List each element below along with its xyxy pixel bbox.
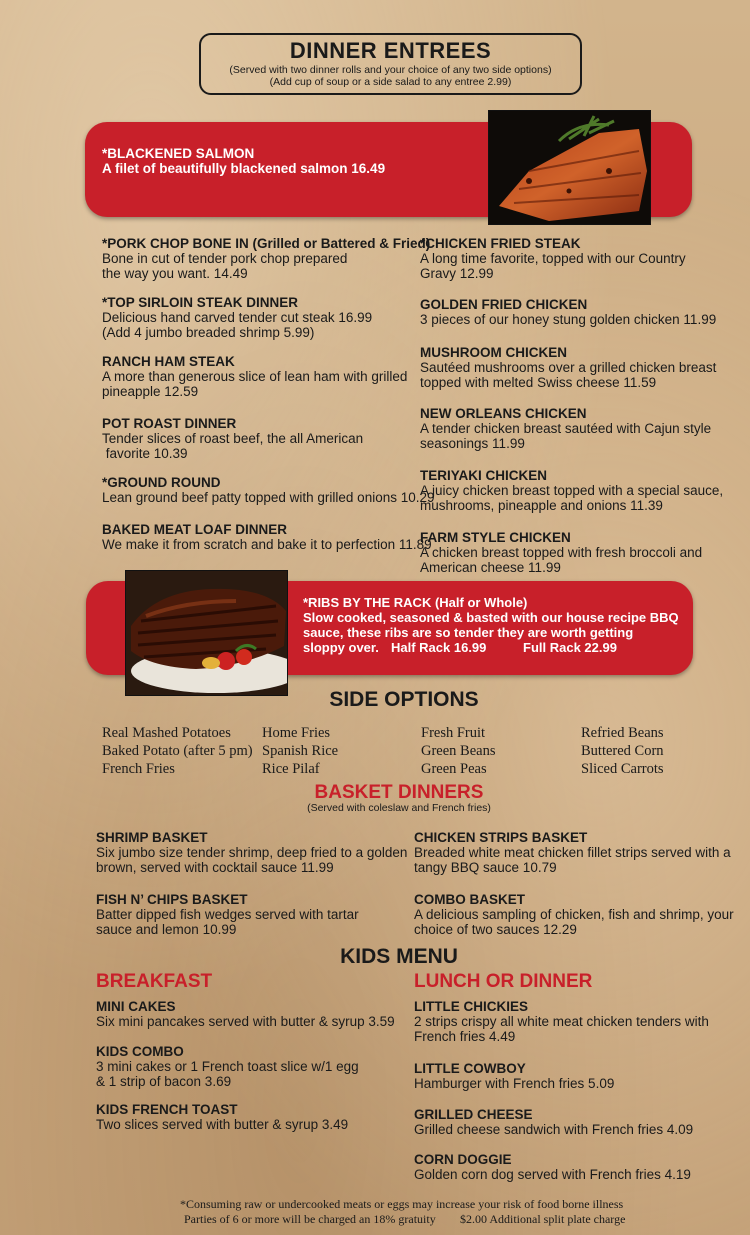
side-col-3 [421, 724, 495, 778]
item-desc: Tender slices of roast beef, the all American [102, 431, 364, 446]
title-note-sides: (Served with two dinner rolls and your choice of any two side options) [229, 64, 552, 76]
kids-combo [96, 1044, 359, 1089]
item-desc: tangy BBQ sauce 10.79 [414, 860, 557, 875]
item-name: CHICKEN STRIPS BASKET [414, 830, 588, 845]
item-name: KIDS FRENCH TOAST [96, 1102, 238, 1117]
item-name: LITTLE CHICKIES [414, 999, 528, 1014]
kids-menu-title: KIDS MENU [340, 945, 458, 968]
item-desc: seasonings 11.99 [420, 436, 525, 451]
salmon-name: *BLACKENED SALMON [102, 146, 255, 161]
item-name: BAKED MEAT LOAF DINNER [102, 522, 287, 537]
basket-dinners-title: BASKET DINNERS [314, 782, 484, 803]
item-desc: 3 mini cakes or 1 French toast slice w/1 egg [96, 1059, 359, 1074]
item-desc: Gravy 12.99 [420, 266, 494, 281]
basket-note: (Served with coleslaw and French fries) [307, 802, 491, 814]
item-desc: Golden corn dog served with French fries 4.19 [414, 1167, 691, 1182]
side-col-2 [262, 724, 338, 778]
item-desc: the way you want. 14.49 [102, 266, 248, 281]
item-desc: 2 strips crispy all white meat chicken tenders with [414, 1014, 709, 1029]
ribs-full-rack: Full Rack 22.99 [523, 640, 617, 655]
side-col-4 [581, 724, 664, 778]
item-desc: brown, served with cocktail sauce 11.99 [96, 860, 334, 875]
footer-gratuity: Parties of 6 or more will be charged an 18% gratuity [184, 1212, 436, 1226]
kids-corn-doggie [414, 1152, 691, 1182]
item-name: *GROUND ROUND [102, 475, 221, 490]
ribs-half-rack: Half Rack 16.99 [391, 640, 487, 655]
entree-chicken-fried-steak [420, 236, 686, 281]
ribs-photo [125, 570, 288, 696]
item-name: KIDS COMBO [96, 1044, 184, 1059]
entree-meat-loaf [102, 522, 432, 552]
item-name: GRILLED CHEESE [414, 1107, 533, 1122]
item-desc: pineapple 12.59 [102, 384, 199, 399]
entree-sirloin [102, 295, 372, 340]
item-name: NEW ORLEANS CHICKEN [420, 406, 587, 421]
footer-disclaimer: *Consuming raw or undercooked meats or eggs may increase your risk of food borne illness [180, 1197, 624, 1211]
item-desc: Breaded white meat chicken fillet strips served with a [414, 845, 731, 860]
item-desc: American cheese 11.99 [420, 560, 561, 575]
kids-grilled-cheese [414, 1107, 693, 1137]
item-desc: 3 pieces of our honey stung golden chicken 11.99 [420, 312, 717, 327]
side-item: French Fries [102, 761, 175, 777]
ribs-desc-line3: sloppy over. [303, 640, 379, 655]
item-name: *TOP SIRLOIN STEAK DINNER [102, 295, 299, 310]
salmon-desc: A filet of beautifully blackened salmon 16.49 [102, 161, 386, 176]
side-item: Green Beans [421, 743, 496, 759]
item-desc: favorite 10.39 [102, 446, 188, 461]
item-desc: (Add 4 jumbo breaded shrimp 5.99) [102, 325, 315, 340]
item-desc: sauce and lemon 10.99 [96, 922, 237, 937]
item-name: SHRIMP BASKET [96, 830, 208, 845]
ribs-desc-line1: Slow cooked, seasoned & basted with our house recipe BBQ [303, 610, 679, 625]
item-desc: & 1 strip of bacon 3.69 [96, 1074, 232, 1089]
entree-farm-style-chicken [420, 530, 702, 575]
item-desc: We make it from scratch and bake it to perfection 11.89 [102, 537, 432, 552]
kids-little-chickies [414, 999, 709, 1044]
side-item: Real Mashed Potatoes [102, 725, 231, 741]
ribs-name: *RIBS BY THE RACK (Half or Whole) [303, 595, 528, 610]
item-name: RANCH HAM STEAK [102, 354, 235, 369]
item-name: LITTLE COWBOY [414, 1061, 526, 1076]
breakfast-title: BREAKFAST [96, 971, 213, 992]
entree-new-orleans-chicken [420, 406, 711, 451]
item-desc: Lean ground beef patty topped with grilled onions 10.29 [102, 490, 435, 505]
side-item: Buttered Corn [581, 743, 664, 759]
entree-teriyaki-chicken [420, 468, 723, 513]
item-name: GOLDEN FRIED CHICKEN [420, 297, 588, 312]
title-box [199, 33, 582, 95]
basket-combo [414, 892, 734, 937]
ribs-desc-line2: sauce, these ribs are so tender they are worth getting [303, 625, 634, 640]
item-desc: Batter dipped fish wedges served with tartar [96, 907, 359, 922]
item-desc: Hamburger with French fries 5.09 [414, 1076, 615, 1091]
item-desc: Sautéed mushrooms over a grilled chicken breast [420, 360, 717, 375]
item-desc: A tender chicken breast sautéed with Cajun style [420, 421, 712, 436]
entree-golden-fried-chicken [420, 297, 716, 327]
basket-shrimp [96, 830, 407, 875]
item-desc: French fries 4.49 [414, 1029, 516, 1044]
item-name: TERIYAKI CHICKEN [420, 468, 548, 483]
item-name: MINI CAKES [96, 999, 176, 1014]
side-item: Fresh Fruit [421, 725, 486, 741]
kids-mini-cakes [96, 999, 395, 1029]
item-name: COMBO BASKET [414, 892, 525, 907]
basket-chicken-strips [414, 830, 731, 875]
item-name: POT ROAST DINNER [102, 416, 237, 431]
item-desc: choice of two sauces 12.29 [414, 922, 577, 937]
entree-pot-roast [102, 416, 363, 461]
kids-french-toast [96, 1102, 348, 1132]
entree-ground-round [102, 475, 435, 505]
item-name: CORN DOGGIE [414, 1152, 512, 1167]
basket-fish-chips [96, 892, 359, 937]
item-name: MUSHROOM CHICKEN [420, 345, 567, 360]
item-desc: A delicious sampling of chicken, fish and shrimp, your [414, 907, 734, 922]
item-desc: Grilled cheese sandwich with French fries 4.09 [414, 1122, 694, 1137]
entree-mushroom-chicken [420, 345, 716, 390]
kids-little-cowboy [414, 1061, 614, 1091]
side-item: Rice Pilaf [262, 761, 320, 777]
page-title: DINNER ENTREES [289, 38, 492, 63]
side-item: Spanish Rice [262, 743, 339, 759]
salmon-photo [488, 110, 651, 225]
side-item: Home Fries [262, 725, 331, 741]
item-desc: Two slices served with butter & syrup 3.49 [96, 1117, 349, 1132]
side-item: Green Peas [421, 761, 487, 777]
item-desc: A more than generous slice of lean ham with grilled [102, 369, 408, 384]
item-desc: Delicious hand carved tender cut steak 16.99 [102, 310, 373, 325]
item-desc: A chicken breast topped with fresh broccoli and [420, 545, 703, 560]
item-desc: A long time favorite, topped with our Country [420, 251, 686, 266]
side-col-1 [102, 724, 253, 778]
item-name: FISH N’ CHIPS BASKET [96, 892, 248, 907]
entree-ham-steak [102, 354, 407, 399]
item-desc: Bone in cut of tender pork chop prepared [102, 251, 348, 266]
side-item: Sliced Carrots [581, 761, 664, 777]
item-name: FARM STYLE CHICKEN [420, 530, 571, 545]
entree-pork-chop [102, 236, 430, 281]
item-desc: topped with melted Swiss cheese 11.59 [420, 375, 657, 390]
footer-split-plate: $2.00 Additional split plate charge [460, 1212, 626, 1226]
side-item: Baked Potato (after 5 pm) [102, 743, 253, 759]
item-name: *PORK CHOP BONE IN (Grilled or Battered & Fried) [102, 236, 431, 251]
side-item: Refried Beans [581, 725, 664, 741]
item-desc: Six mini pancakes served with butter & syrup 3.59 [96, 1014, 395, 1029]
title-note-soup: (Add cup of soup or a side salad to any entree 2.99) [269, 76, 512, 88]
item-desc: A juicy chicken breast topped with a special sauce, [420, 483, 724, 498]
lunch-dinner-title: LUNCH OR DINNER [414, 971, 593, 992]
item-name: *CHICKEN FRIED STEAK [420, 236, 581, 251]
item-desc: mushrooms, pineapple and onions 11.39 [420, 498, 663, 513]
side-options-title: SIDE OPTIONS [329, 688, 479, 711]
item-desc: Six jumbo size tender shrimp, deep fried to a golden [96, 845, 408, 860]
